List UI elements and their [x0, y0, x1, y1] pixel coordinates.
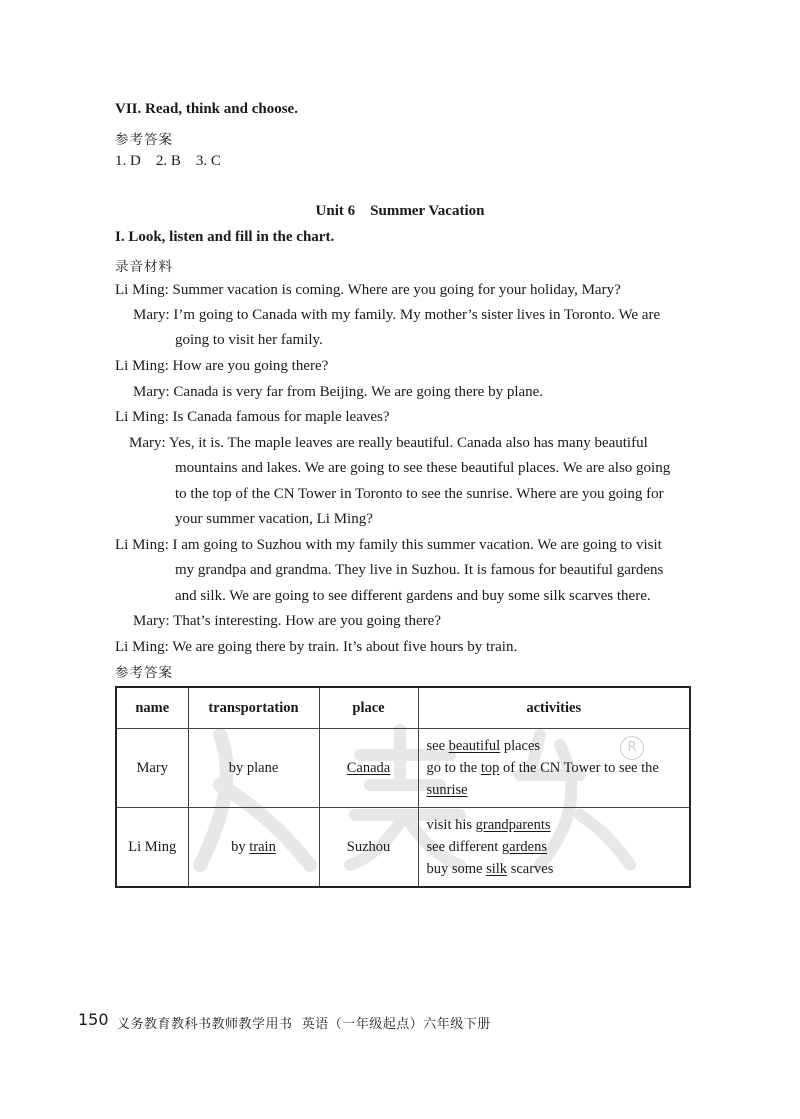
speaker-name: Mary:: [133, 613, 170, 629]
section-vii-heading: VII. Read, think and choose.: [115, 101, 298, 117]
dialogue-turn: [115, 280, 621, 300]
answer-word: top: [480, 760, 500, 776]
header-name: name: [116, 687, 188, 729]
dialogue-line: mountains and lakes. We are going to see these beautiful places. We are also going: [175, 460, 671, 476]
cell-activities: [418, 808, 690, 888]
activity-line: [427, 779, 684, 801]
page-number: 150: [78, 1010, 109, 1029]
chart-answer-label: 参考答案: [115, 665, 173, 681]
dialogue-line: my grandpa and grandma. They live in Suzhou. It is famous for beautiful gardens: [175, 562, 664, 578]
speaker-name: Li Ming:: [115, 358, 169, 374]
dialogue-line: and silk. We are going to see different gardens and buy some silk scarves there.: [175, 588, 651, 604]
speaker-name: Li Ming:: [115, 639, 169, 655]
dialogue-turn: [129, 433, 648, 453]
answer-word: gardens: [501, 839, 548, 855]
header-transportation: transportation: [188, 687, 319, 729]
table-row: [116, 729, 690, 808]
registered-mark-icon: R: [620, 736, 644, 760]
cell-transportation: by train: [188, 808, 319, 888]
section-vii-answer-label: 参考答案: [115, 132, 173, 148]
dialogue-line: your summer vacation, Li Ming?: [175, 511, 373, 527]
dialogue-line: Summer vacation is coming. Where are you going for your holiday, Mary?: [172, 282, 621, 298]
speaker-name: Li Ming:: [115, 282, 169, 298]
dialogue-line: Yes, it is. The maple leaves are really beautiful. Canada also has many beautiful: [168, 435, 648, 451]
cell-place: [319, 729, 418, 808]
speaker-name: Li Ming:: [115, 409, 169, 425]
dialogue-line: That’s interesting. How are you going there?: [173, 613, 441, 629]
dialogue-line: to the top of the CN Tower in Toronto to see the sunrise. Where are you going for: [175, 486, 664, 502]
dialogue-turn: [133, 305, 660, 325]
header-activities: activities: [418, 687, 690, 729]
answer-word: beautiful: [448, 738, 501, 754]
activity-line: see different gardens: [426, 839, 548, 855]
dialogue-line: We are going there by train. It’s about five hours by train.: [172, 639, 518, 655]
dialogue-line: I am going to Suzhou with my family this summer vacation. We are going to visit: [172, 537, 662, 553]
cell-transportation: by plane: [188, 729, 319, 808]
dialogue-turn: [133, 382, 543, 402]
answer-word: sunrise: [426, 782, 468, 798]
speaker-name: Mary:: [129, 435, 166, 451]
dialogue-line: I’m going to Canada with my family. My mother’s sister lives in Toronto. We are: [173, 307, 661, 323]
header-place: place: [319, 687, 418, 729]
answer-word: silk: [486, 861, 508, 877]
dialogue-turn: [115, 637, 517, 657]
dialogue-line: Is Canada famous for maple leaves?: [168, 409, 390, 425]
activity-line: buy some silk scarves: [426, 861, 554, 877]
cell-place: Suzhou: [319, 808, 418, 888]
dialogue-turn: [115, 535, 662, 555]
dialogue-line: Canada is very far from Beijing. We are going there by plane.: [173, 384, 544, 400]
activity-line: go to the top of the CN Tower to see the: [426, 760, 659, 776]
speaker-name: Mary:: [133, 307, 170, 323]
dialogue-turn: [133, 611, 441, 631]
activity-line: visit his grandparents: [426, 817, 551, 833]
cell-name: Li Ming: [116, 808, 188, 888]
dialogue-turn: [115, 356, 328, 376]
table-row: [116, 808, 690, 888]
section-i-heading: I. Look, listen and fill in the chart.: [115, 229, 335, 245]
transcript-label: 录音材料: [115, 259, 173, 275]
speaker-name: Li Ming:: [115, 537, 169, 553]
section-vii-answers: 1. D 2. B 3. C: [115, 153, 221, 169]
cell-activities: [418, 729, 690, 808]
answer-word: train: [249, 838, 276, 855]
dialogue-line: going to visit her family.: [175, 332, 323, 348]
answer-place: Canada: [346, 759, 391, 776]
speaker-name: Mary:: [133, 384, 170, 400]
unit-title: Unit 6 Summer Vacation: [315, 203, 485, 219]
table-header-row: [116, 687, 690, 729]
dialogue-line: How are you going there?: [168, 358, 329, 374]
dialogue-turn: [115, 407, 390, 427]
book-title: 义务教育教科书教师教学用书 英语（一年级起点）六年级下册: [117, 1017, 491, 1032]
answer-chart: [115, 686, 691, 888]
cell-name: Mary: [116, 729, 188, 808]
answer-word: grandparents: [475, 817, 551, 833]
activity-line: see beautiful places: [426, 738, 541, 754]
